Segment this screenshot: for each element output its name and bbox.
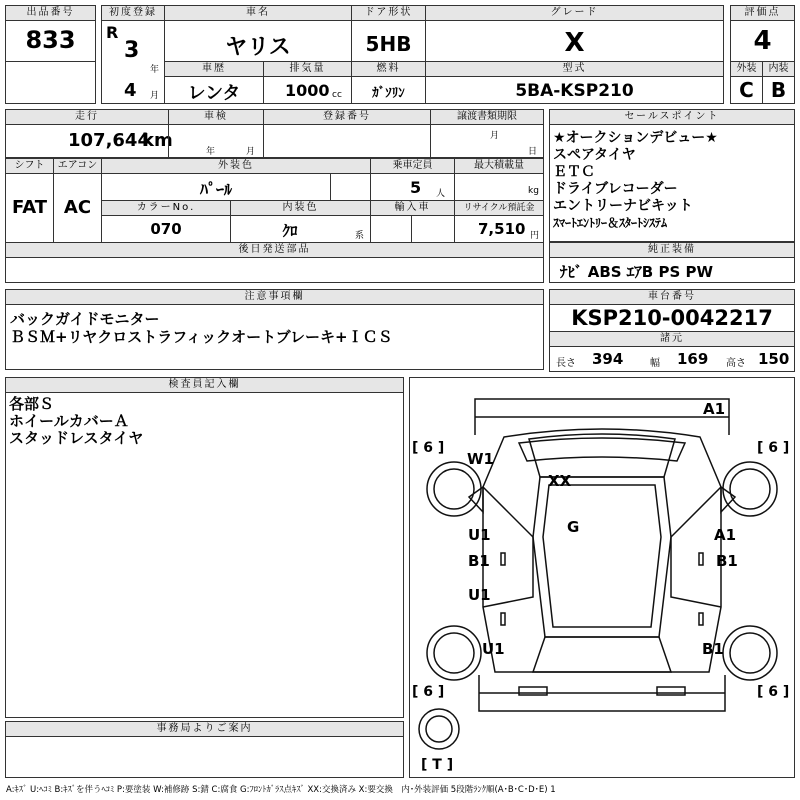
transfer-month-unit: 月: [490, 131, 500, 141]
mark-left-front-door-2: B1: [468, 552, 490, 570]
mark-front-bumper: A1: [703, 400, 726, 418]
insp-month-unit: 月: [246, 147, 256, 157]
chassis-number: KSP210-0042217: [571, 306, 773, 330]
selling-point: エントリーナビキット: [553, 198, 693, 214]
ac-label: エアコン: [53, 158, 102, 174]
reg-month: 4: [124, 80, 137, 101]
ext-color-box2: [330, 173, 371, 201]
recycle: 7,510: [478, 220, 526, 238]
equipment: ﾅﾋﾞ ABS ｴｱB PS PW: [560, 263, 714, 281]
mark-roof: G: [567, 518, 580, 536]
dims-label: 諸元: [549, 331, 795, 347]
roof: [533, 477, 671, 637]
mark-right-front-door-2: B1: [716, 552, 738, 570]
shift: FAT: [11, 197, 48, 218]
tire-rear-right: [723, 626, 777, 680]
tire-tread-front-right: [ 6 ]: [757, 440, 790, 456]
inspector-lines: [9, 396, 143, 447]
selling-point: ★オークションデビュー★: [553, 130, 718, 146]
import-label: 輸入車: [370, 200, 455, 216]
office-box: [5, 736, 404, 778]
shift-label: シフト: [5, 158, 54, 174]
legend: A:ｷｽﾞ U:ﾍｺﾐ B:ｷｽﾞを伴うﾍｺﾐ P:要塗装 W:補修跡 S:錆 C:腐食 G:ﾌﾛﾝﾄｶﾞﾗｽ点ｷｽﾞ XX:交換済み X:要交換 内･外装評価 5段階ﾗﾝｸ順(A･B･C･D･E) 1: [6, 785, 556, 795]
color-no-label: カラーNo.: [101, 200, 231, 216]
mileage-label: 走行: [5, 109, 169, 125]
selling-point: ｽﾏｰﾄｴﾝﾄﾘｰ＆ｽﾀｰﾄｼｽﾃﾑ: [553, 216, 668, 230]
length-label: 長さ: [556, 358, 576, 369]
grade-label: グレード: [425, 5, 724, 21]
kg-unit: kg: [528, 186, 539, 196]
reg-year: 3: [124, 38, 140, 63]
exterior-label: 外装: [730, 61, 763, 77]
import-box2: [411, 215, 455, 243]
tire-tread-rear-right: [ 6 ]: [757, 684, 790, 700]
int-color: ｸﾛ: [282, 222, 298, 240]
cc-unit: cc: [332, 90, 342, 100]
tailgate: [533, 637, 671, 672]
int-color-label: 内装色: [230, 200, 371, 216]
tire-rear-left: [427, 626, 481, 680]
car-diagram: [409, 377, 795, 778]
era: R: [106, 23, 119, 42]
windshield: [519, 438, 685, 461]
inspector-label: 検査員記入欄: [5, 377, 404, 393]
transfer-label: 譲渡書類期限: [430, 109, 544, 125]
door: 5HB: [365, 32, 412, 56]
height-label: 高さ: [726, 358, 746, 369]
spare-tire: [419, 709, 459, 749]
spare-tire-label: [ T ]: [421, 757, 454, 773]
selling-point: ＥＴＣ: [553, 164, 595, 180]
mark-left-rear-door: U1: [468, 586, 491, 604]
interior-label: 内装: [762, 61, 795, 77]
capacity-label: 乗車定員: [370, 158, 455, 174]
right-side: [671, 487, 721, 607]
displacement: 1000: [285, 81, 330, 100]
length: 394: [592, 350, 624, 368]
ext-color-label: 外装色: [101, 158, 371, 174]
color-no: 070: [150, 220, 182, 238]
width-label: 幅: [650, 358, 660, 369]
equipment-label: 純正装備: [549, 242, 795, 258]
insp-year-unit: 年: [206, 147, 216, 157]
note-line: バックガイドモニター: [10, 310, 160, 328]
capacity: 5: [410, 178, 422, 197]
ext-color: ﾊﾟｰﾙ: [199, 180, 232, 199]
inspector-line: スタッドレスタイヤ: [9, 429, 144, 447]
mileage: 107,644: [68, 130, 150, 151]
lot-no: 833: [25, 26, 76, 54]
tire-front-left: [427, 462, 481, 516]
selling-points-list: [553, 130, 793, 232]
fuel: ｶﾞｿﾘﾝ: [372, 86, 405, 101]
selling-point: ドライブレコーダー: [553, 181, 678, 197]
later-parts-label: 後日発送部品: [5, 242, 544, 258]
ac: AC: [63, 197, 92, 218]
note-line: ＢＳＭ+リヤクロストラフィックオートブレーキ+ＩＣＳ: [10, 328, 393, 346]
mark-hood: XX: [548, 472, 572, 490]
mark-left-fender: W1: [467, 450, 494, 468]
exterior: C: [739, 78, 754, 102]
month-unit: 月: [150, 91, 160, 101]
inspector-line: 各部Ｓ: [9, 395, 55, 413]
notes-lines: [10, 310, 393, 346]
score: 4: [753, 26, 772, 56]
inspection-label: 車検: [168, 109, 264, 125]
chassis-label: 車台番号: [549, 289, 795, 305]
car-body-outline: [483, 429, 721, 672]
mark-left-front-door-1: U1: [468, 526, 491, 544]
grade: X: [564, 28, 585, 58]
transfer-box: [430, 124, 544, 158]
selling-points-label: セールスポイント: [549, 109, 795, 125]
model-label: 型式: [425, 61, 724, 77]
lot-no-blank: [5, 61, 96, 104]
history-label: 車歴: [164, 61, 264, 77]
first-reg-label: 初度登録: [101, 5, 165, 21]
car-name-label: 車名: [164, 5, 352, 21]
import-box1: [370, 215, 412, 243]
max-load-label: 最大積載量: [454, 158, 544, 174]
width: 169: [677, 350, 709, 368]
selling-point: スペアタイヤ: [553, 147, 636, 163]
person-unit: 人: [436, 189, 446, 199]
office-label: 事務局よりご案内: [5, 721, 404, 737]
score-label: 評価点: [730, 5, 795, 21]
tire-tread-rear-left: [ 6 ]: [412, 684, 445, 700]
tire-front-right: [723, 462, 777, 516]
km-unit: km: [142, 130, 173, 151]
height: 150: [758, 350, 790, 368]
mark-right-front-door-1: A1: [714, 526, 737, 544]
displacement-label: 排気量: [263, 61, 352, 77]
lot-no-label: 出品番号: [5, 5, 96, 21]
model: 5BA-KSP210: [515, 81, 634, 101]
recycle-label: リサイクル預託金: [454, 200, 544, 216]
car-name: ヤリス: [225, 35, 291, 60]
yen-unit: 円: [530, 231, 540, 241]
int-color-unit: 系: [355, 231, 365, 241]
reg-no-box: [263, 124, 431, 158]
mark-right-rear-fender: B1: [702, 640, 724, 658]
reg-no-label: 登録番号: [263, 109, 431, 125]
door-label: ドア形状: [351, 5, 426, 21]
notes-label: 注意事項欄: [5, 289, 544, 305]
year-unit: 年: [150, 65, 160, 75]
interior: B: [770, 78, 787, 102]
tire-tread-front-left: [ 6 ]: [412, 440, 445, 456]
transfer-day-unit: 日: [528, 147, 538, 157]
inspector-line: ホイールカバーＡ: [9, 412, 129, 430]
history: レンタ: [187, 83, 241, 104]
mark-left-rear-fender: U1: [482, 640, 505, 658]
later-parts-box: [5, 257, 544, 283]
fuel-label: 燃料: [351, 61, 426, 77]
